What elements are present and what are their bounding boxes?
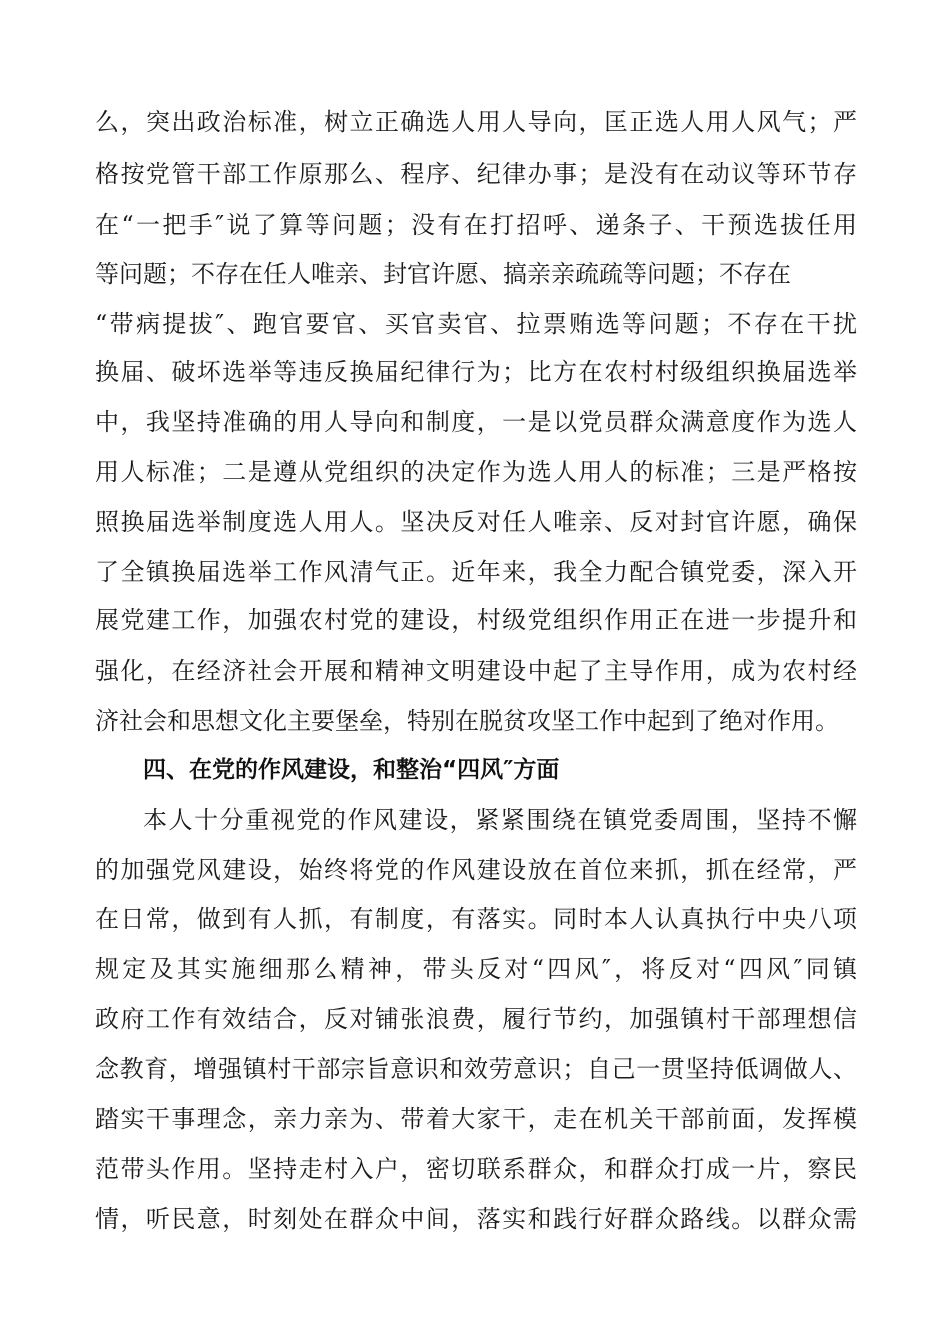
body-text-line: 展党建工作，加强农村党的建设，村级党组织作用正在进一步提升和	[95, 606, 857, 634]
body-text-line: 强化，在经济社会开展和精神文明建设中起了主导作用，成为农村经	[95, 657, 857, 685]
body-text-line: 格按党管干部工作原那么、程序、纪律办事；是没有在动议等环节存	[95, 160, 857, 188]
body-text-line: 用人标准；二是遵从党组织的决定作为选人用人的标准；三是严格按	[95, 458, 857, 486]
body-text-line: 规定及其实施细那么精神，带头反对“四风″，将反对“四风″同镇	[95, 955, 857, 983]
body-text-line: 等问题；不存在任人唯亲、封官许愿、搞亲亲疏疏等问题；不存在	[95, 260, 791, 288]
section-heading: 四、在党的作风建设，和整治“四风″方面	[143, 757, 560, 783]
body-text-line: 的加强党风建设，始终将党的作风建设放在首位来抓，抓在经常，严	[95, 856, 857, 884]
body-text-line: 在“一把手″说了算等问题；没有在打招呼、递条子、干预选拔任用	[95, 211, 857, 239]
body-text-line: 范带头作用。坚持走村入户，密切联系群众，和群众打成一片，察民	[95, 1155, 857, 1183]
body-text-line: 么，突出政治标准，树立正确选人用人导向，匡正选人用人风气；严	[95, 108, 857, 136]
body-text-line: 踏实干事理念，亲力亲为、带着大家干，走在机关干部前面，发挥模	[95, 1105, 857, 1133]
body-text-line: 中，我坚持准确的用人导向和制度，一是以党员群众满意度作为选人	[95, 408, 857, 436]
body-text-line: 念教育，增强镇村干部宗旨意识和效劳意识；自己一贯坚持低调做人、	[95, 1055, 857, 1083]
body-text-line: “带病提拔″、跑官要官、买官卖官、拉票贿选等问题；不存在干扰	[95, 310, 857, 338]
body-text-line: 情，听民意，时刻处在群众中间，落实和践行好群众路线。以群众需	[95, 1205, 857, 1233]
body-text-line: 换届、破坏选举等违反换届纪律行为；比方在农村村级组织换届选举	[95, 358, 857, 386]
body-text-line: 了全镇换届选举工作风清气正。近年来，我全力配合镇党委，深入开	[95, 558, 857, 586]
body-text-line: 本人十分重视党的作风建设，紧紧围绕在镇党委周围，坚持不懈	[143, 806, 857, 834]
body-text-line: 政府工作有效结合，反对铺张浪费，履行节约，加强镇村干部理想信	[95, 1005, 857, 1033]
body-text-line: 在日常，做到有人抓，有制度，有落实。同时本人认真执行中央八项	[95, 905, 857, 933]
body-text-line: 济社会和思想文化主要堡垒，特别在脱贫攻坚工作中起到了绝对作用。	[95, 707, 839, 735]
body-text-line: 照换届选举制度选人用人。坚决反对任人唯亲、反对封官许愿，确保	[95, 508, 857, 536]
